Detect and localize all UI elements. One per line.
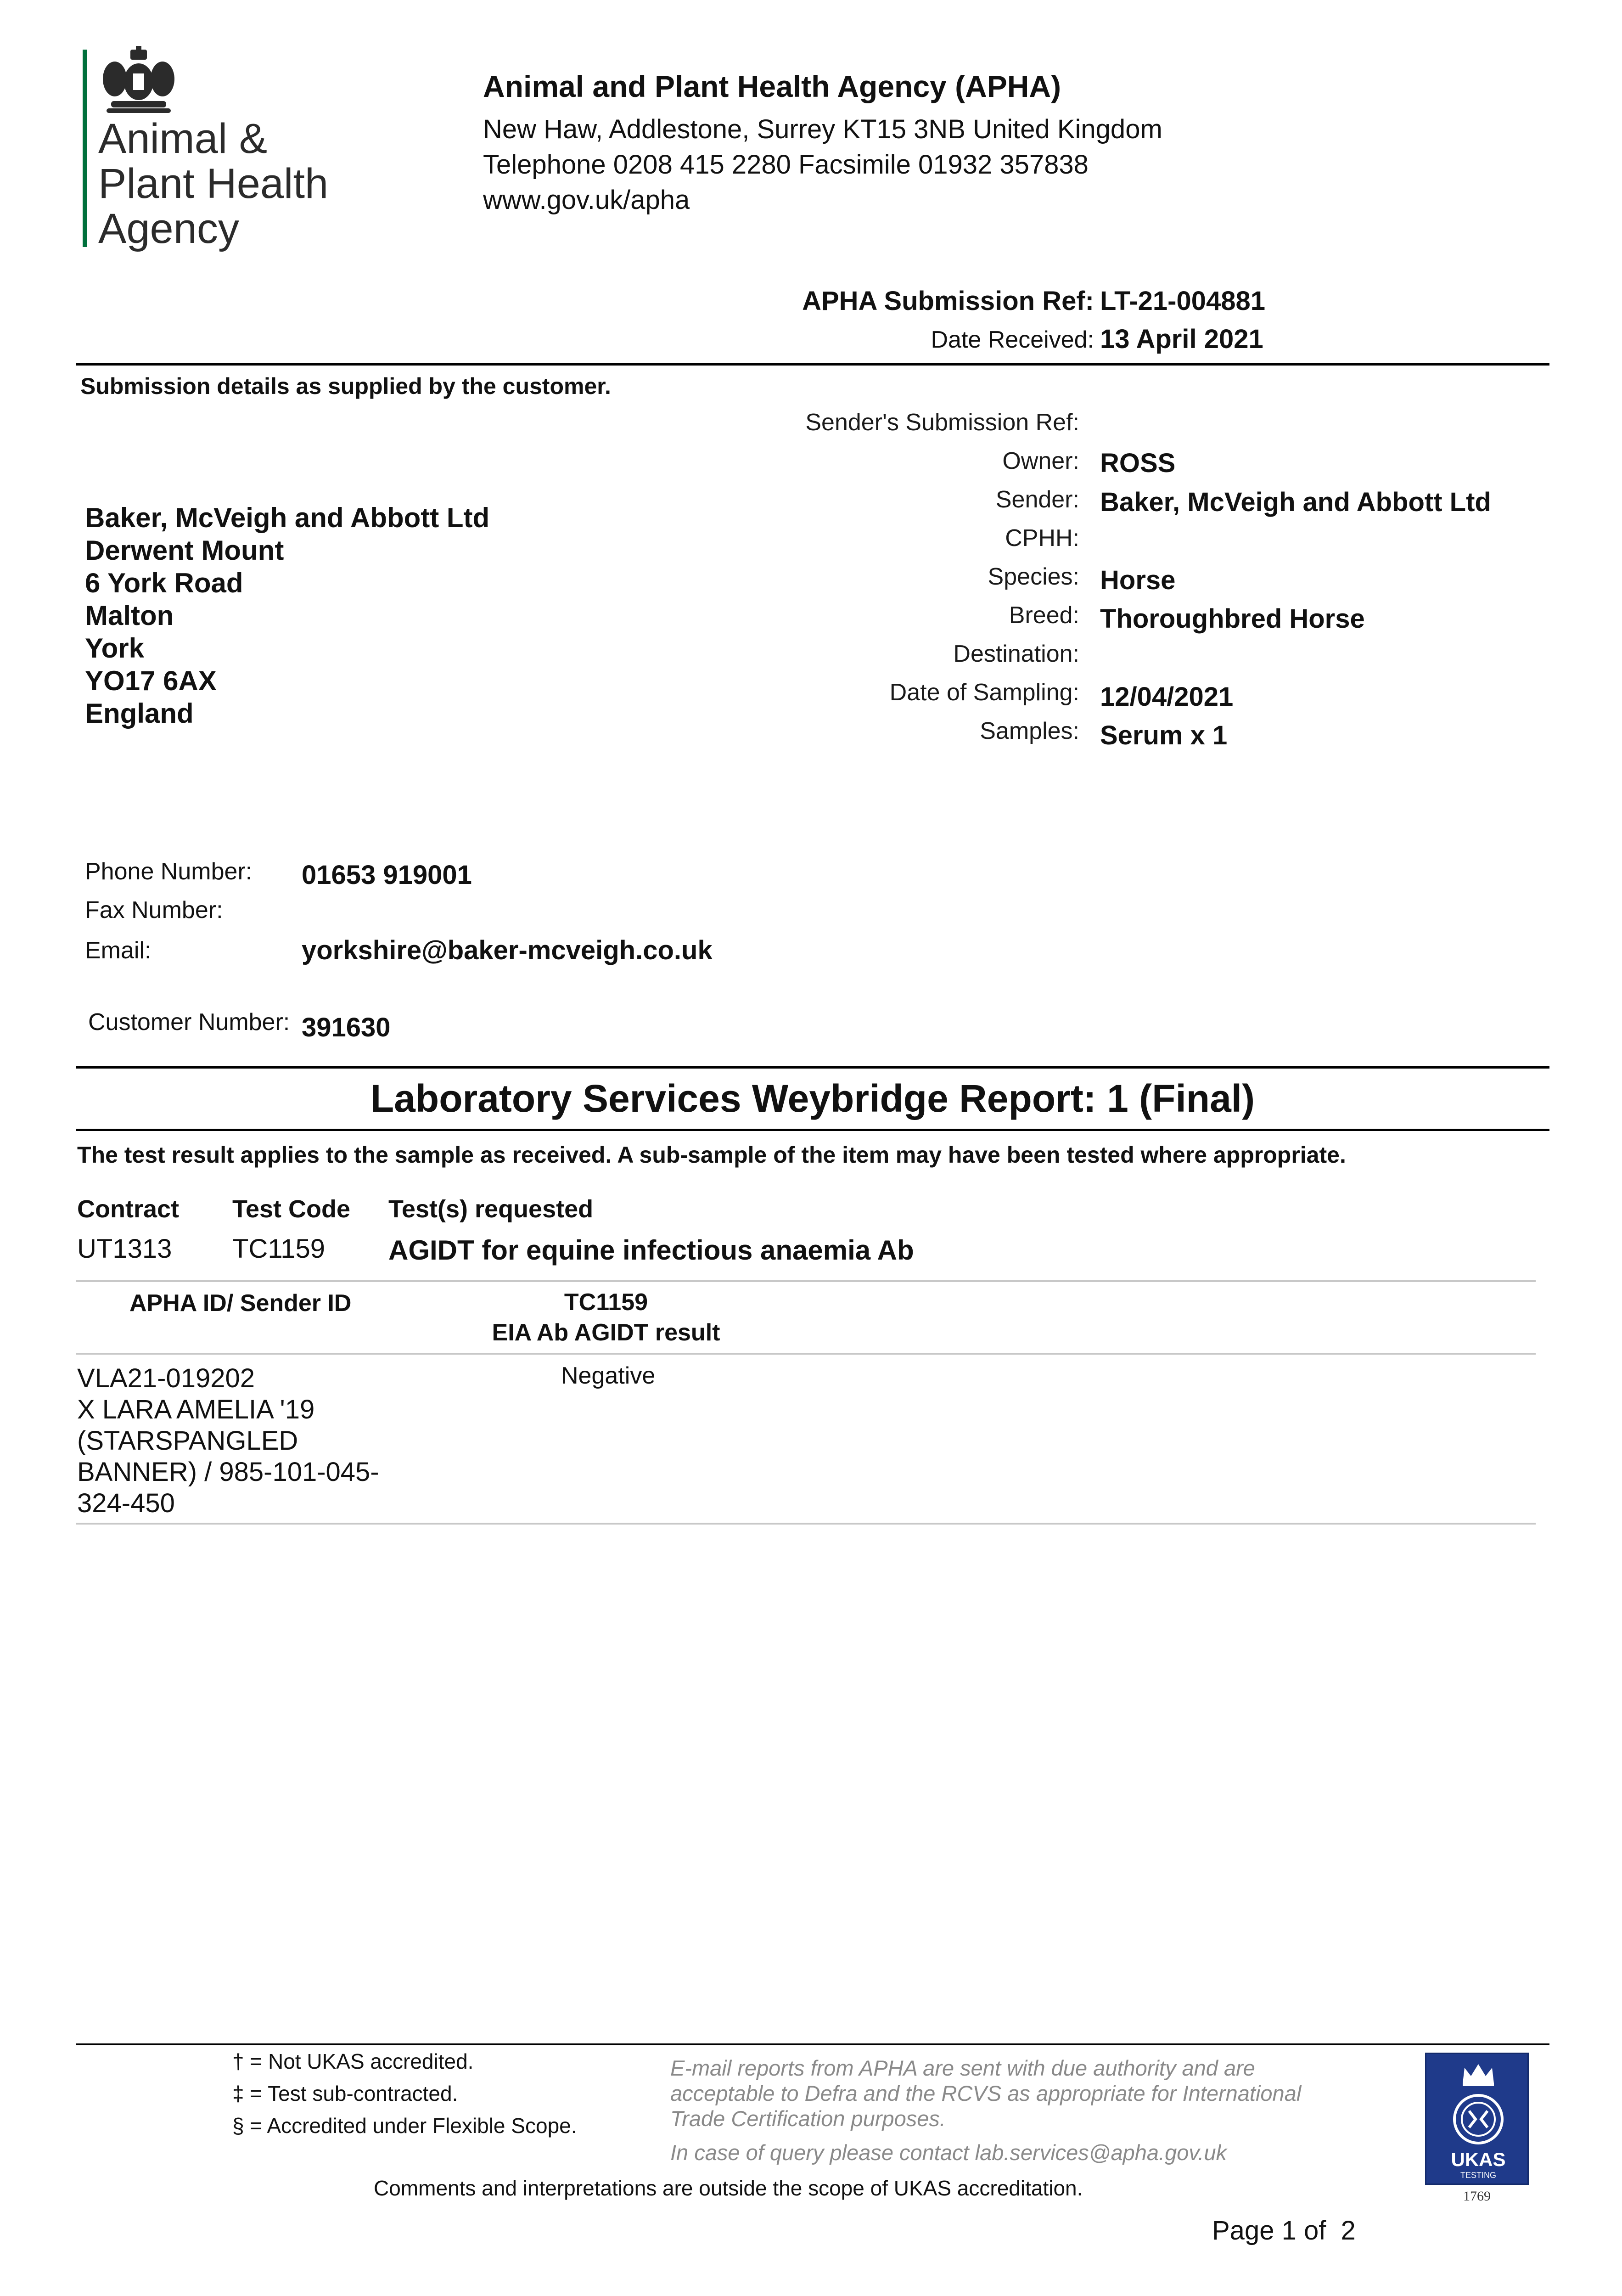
phone-value: 01653 919001 [302,860,472,890]
logo-line-2: Plant Health [98,160,329,207]
agency-name: Animal and Plant Health Agency (APHA) [483,69,1061,103]
tests-requested-header: Test(s) requested [388,1195,594,1223]
ukas-sub-label: TESTING [1460,2171,1496,2180]
ukas-note: Comments and interpretations are outside the scope of UKAS accreditation. [374,2176,1083,2200]
results-id-header: APHA ID/ Sender ID [129,1290,352,1317]
notice-line: E-mail reports from APHA are sent with due authority and are [670,2056,1255,2080]
address-line: Baker, McVeigh and Abbott Ltd [85,502,490,533]
ukas-label: UKAS [1451,2149,1506,2170]
ukas-number: 1769 [1463,2189,1491,2204]
submission-details-heading: Submission details as supplied by the customer. [80,373,611,399]
sender-value: Baker, McVeigh and Abbott Ltd [1100,487,1491,517]
divider-report-top [76,1066,1549,1069]
fax-label: Fax Number: [85,897,223,923]
customer-number-label: Customer Number: [88,1009,290,1035]
address-line: Malton [85,600,174,631]
sampling-date-label: Date of Sampling: [889,679,1079,706]
samples-label: Samples: [980,718,1079,744]
cphh-label: CPHH: [1005,525,1079,551]
footer-notice [670,2055,1301,2131]
sender-label: Sender: [995,486,1079,513]
owner-label: Owner: [1002,448,1079,474]
notice-line: acceptable to Defra and the RCVS as appropriate for International [670,2081,1302,2105]
divider-results-top [76,1280,1536,1282]
footer-query: In case of query please contact lab.services@apha.gov.uk [670,2140,1227,2165]
logo-line-1: Animal & [98,115,268,162]
breed-label: Breed: [1009,602,1079,629]
test-code-value: TC1159 [232,1234,326,1264]
agency-contact: Telephone 0208 415 2280 Facsimile 01932 357838 [483,150,1089,180]
sample-id-line: 324-450 [77,1488,175,1518]
address-line: YO17 6AX [85,665,217,696]
results-code-header: TC1159 [564,1289,648,1316]
divider-results-bottom [76,1523,1536,1525]
ukas-badge-box [1425,2053,1529,2185]
divider-footer [76,2043,1549,2045]
submission-ref-label: APHA Submission Ref: [802,286,1094,316]
divider-top [76,363,1549,366]
submission-ref-value: LT-21-004881 [1100,286,1266,316]
customer-address [85,501,489,730]
destination-label: Destination: [953,641,1079,667]
tests-requested-value: AGIDT for equine infectious anaemia Ab [388,1235,914,1266]
owner-value: ROSS [1100,448,1176,478]
ukas-emblem-icon [1452,2093,1505,2148]
notice-line: Trade Certification purposes. [670,2106,946,2131]
email-value[interactable]: yorkshire@baker-mcveigh.co.uk [302,935,713,965]
species-value: Horse [1100,565,1176,595]
test-code-header: Test Code [232,1195,351,1223]
report-title: Laboratory Services Weybridge Report: 1 (Final) [370,1077,1255,1120]
address-line: 6 York Road [85,568,243,598]
sample-id-line: (STARSPANGLED [77,1426,298,1456]
date-received-label: Date Received: [931,326,1094,353]
sample-id-line: VLA21-019202 [77,1363,255,1393]
sampling-date-value: 12/04/2021 [1100,682,1234,712]
customer-number-value: 391630 [302,1013,391,1042]
report-disclaimer: The test result applies to the sample as received. A sub-sample of the item may have been tested where appropriate. [77,1142,1346,1168]
legend-line: ‡ = Test sub-contracted. [232,2082,458,2105]
result-value: Negative [561,1362,656,1389]
sample-id-line: X LARA AMELIA '19 [77,1395,315,1424]
address-line: York [85,633,144,664]
ukas-badge [1425,2053,1529,2209]
phone-label: Phone Number: [85,858,253,885]
crown-icon [1460,2060,1497,2089]
agency-address: New Haw, Addlestone, Surrey KT15 3NB United Kingdom [483,114,1162,144]
legend-line: § = Accredited under Flexible Scope. [232,2114,577,2138]
divider-results-header [76,1353,1536,1355]
page-number: Page 1 of 2 [1212,2216,1356,2245]
royal-crest-icon [97,46,180,117]
senders-ref-label: Sender's Submission Ref: [805,409,1079,436]
agency-web-link[interactable]: www.gov.uk/apha [483,185,690,215]
divider-report-bottom [76,1129,1549,1131]
legend-line: † = Not UKAS accredited. [232,2049,474,2073]
species-label: Species: [988,563,1079,590]
logo-green-bar [83,50,87,247]
samples-value: Serum x 1 [1100,720,1228,750]
contract-header: Contract [77,1195,180,1223]
results-result-header: EIA Ab AGIDT result [492,1319,720,1346]
address-line: Derwent Mount [85,535,284,566]
date-received-value: 13 April 2021 [1100,324,1263,354]
breed-value: Thoroughbred Horse [1100,604,1365,634]
sample-id-line: BANNER) / 985-101-045- [77,1457,379,1487]
email-label: Email: [85,937,152,964]
address-line: England [85,698,194,729]
logo-line-3: Agency [98,205,239,252]
contract-value: UT1313 [77,1234,172,1264]
